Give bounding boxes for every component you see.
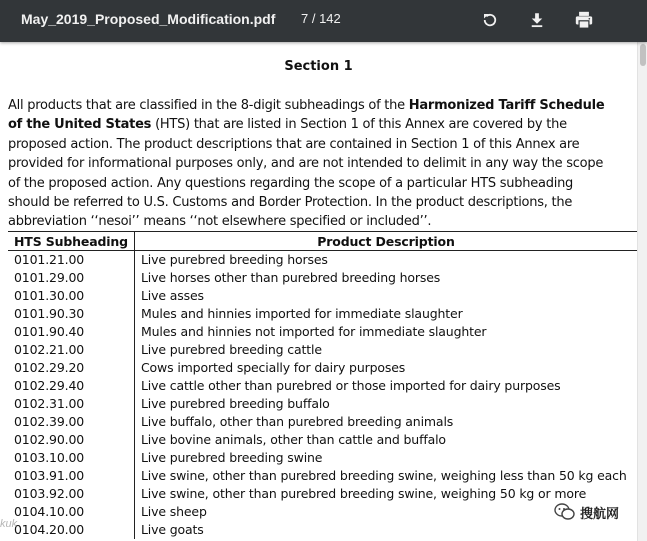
table-row (8, 413, 637, 431)
vertical-scrollbar[interactable] (637, 42, 647, 541)
hts-code-cell: 0101.30.00 (8, 287, 134, 305)
section-heading: Section 1 (284, 59, 353, 74)
product-description-cell: Live goats (140, 522, 204, 537)
table-row (8, 521, 637, 539)
product-description-cell: Live swine, other than purebred breeding swine, weighing less than 50 kg each (140, 468, 627, 483)
hts-code-cell: 0103.91.00 (8, 467, 134, 485)
intro-bold-term: Harmonized Tariff Schedule of the United States (8, 98, 605, 133)
product-description-cell: Live purebred breeding swine (140, 450, 323, 465)
table-row (8, 287, 637, 305)
page-indicator[interactable]: 7 / 142 (301, 11, 341, 26)
pdf-page (0, 42, 637, 541)
hts-code-cell: 0102.21.00 (8, 341, 134, 359)
hts-code-cell: 0104.20.00 (8, 521, 134, 539)
pdf-viewer-toolbar (0, 0, 647, 42)
watermark-corner-text: kuk (0, 518, 18, 530)
hts-code-cell: 0103.10.00 (8, 449, 134, 467)
print-icon (574, 11, 594, 29)
hts-code-cell: 0101.90.30 (8, 305, 134, 323)
table-row (8, 251, 637, 270)
table-row (8, 377, 637, 395)
product-description-cell: Live buffalo, other than purebred breeding animals (140, 414, 454, 429)
scrollbar-thumb[interactable] (640, 44, 646, 66)
download-icon (528, 11, 546, 29)
hts-code-cell: 0104.10.00 (8, 503, 134, 521)
table-header-row (8, 232, 637, 251)
download-button[interactable] (524, 7, 550, 33)
product-description-cell: Live purebred breeding horses (140, 252, 328, 267)
table-row (8, 269, 637, 287)
hts-table (8, 231, 637, 539)
intro-text-before: All products that are classified in the 8-digit subheadings of the (8, 98, 409, 113)
file-name: May_2019_Proposed_Modification.pdf (21, 11, 276, 27)
table-row (8, 467, 637, 485)
header-product-description: Product Description (134, 232, 637, 251)
hts-code-cell: 0102.29.20 (8, 359, 134, 377)
hts-code-cell: 0102.31.00 (8, 395, 134, 413)
intro-paragraph (8, 96, 618, 232)
product-description-cell: Live sheep (140, 504, 207, 519)
product-description-cell: Live purebred breeding buffalo (140, 396, 330, 411)
hts-code-cell: 0103.92.00 (8, 485, 134, 503)
product-description-cell: Live cattle other than purebred or those imported for dairy purposes (140, 378, 561, 393)
watermark-logo-icon (554, 502, 576, 522)
hts-code-cell: 0102.90.00 (8, 431, 134, 449)
table-row (8, 305, 637, 323)
intro-text-after: (HTS) that are listed in Section 1 of this Annex are covered by the proposed action. The product descriptions that are contained in Section 1 of this Annex are provided for informational purposes only, and are not intended to delimit in any way the scope of the proposed action. Any questions regarding the scope of a particular HTS subheading should be referred to U.S. Customs and Border Protection. In the product descriptions, the abbreviation ‘‘nesoi’’ means ‘‘not elsewhere specified or included’’. (8, 117, 604, 230)
print-button[interactable] (571, 7, 597, 33)
rotate-icon (481, 11, 499, 29)
table-row (8, 503, 637, 521)
hts-code-cell: 0101.90.40 (8, 323, 134, 341)
table-row (8, 485, 637, 503)
hts-code-cell: 0102.29.40 (8, 377, 134, 395)
product-description-cell: Mules and hinnies not imported for immediate slaughter (140, 324, 487, 339)
table-row (8, 395, 637, 413)
table-body (8, 251, 637, 540)
product-description-cell: Cows imported specially for dairy purposes (140, 360, 406, 375)
table-row (8, 341, 637, 359)
table-row (8, 359, 637, 377)
product-description-cell: Live horses other than purebred breeding horses (140, 270, 441, 285)
watermark-text: 搜航网 (580, 506, 620, 521)
product-description-cell: Mules and hinnies imported for immediate slaughter (140, 306, 463, 321)
table-row (8, 323, 637, 341)
product-description-cell: Live bovine animals, other than cattle and buffalo (140, 432, 446, 447)
table-row (8, 449, 637, 467)
table-row (8, 431, 637, 449)
product-description-cell: Live swine, other than purebred breeding swine, weighing 50 kg or more (140, 486, 587, 501)
hts-code-cell: 0102.39.00 (8, 413, 134, 431)
hts-code-cell: 0101.21.00 (8, 251, 134, 270)
rotate-button[interactable] (477, 7, 503, 33)
product-description-cell: Live asses (140, 288, 204, 303)
product-description-cell: Live purebred breeding cattle (140, 342, 322, 357)
header-hts-subheading: HTS Subheading (8, 232, 134, 251)
hts-code-cell: 0101.29.00 (8, 269, 134, 287)
